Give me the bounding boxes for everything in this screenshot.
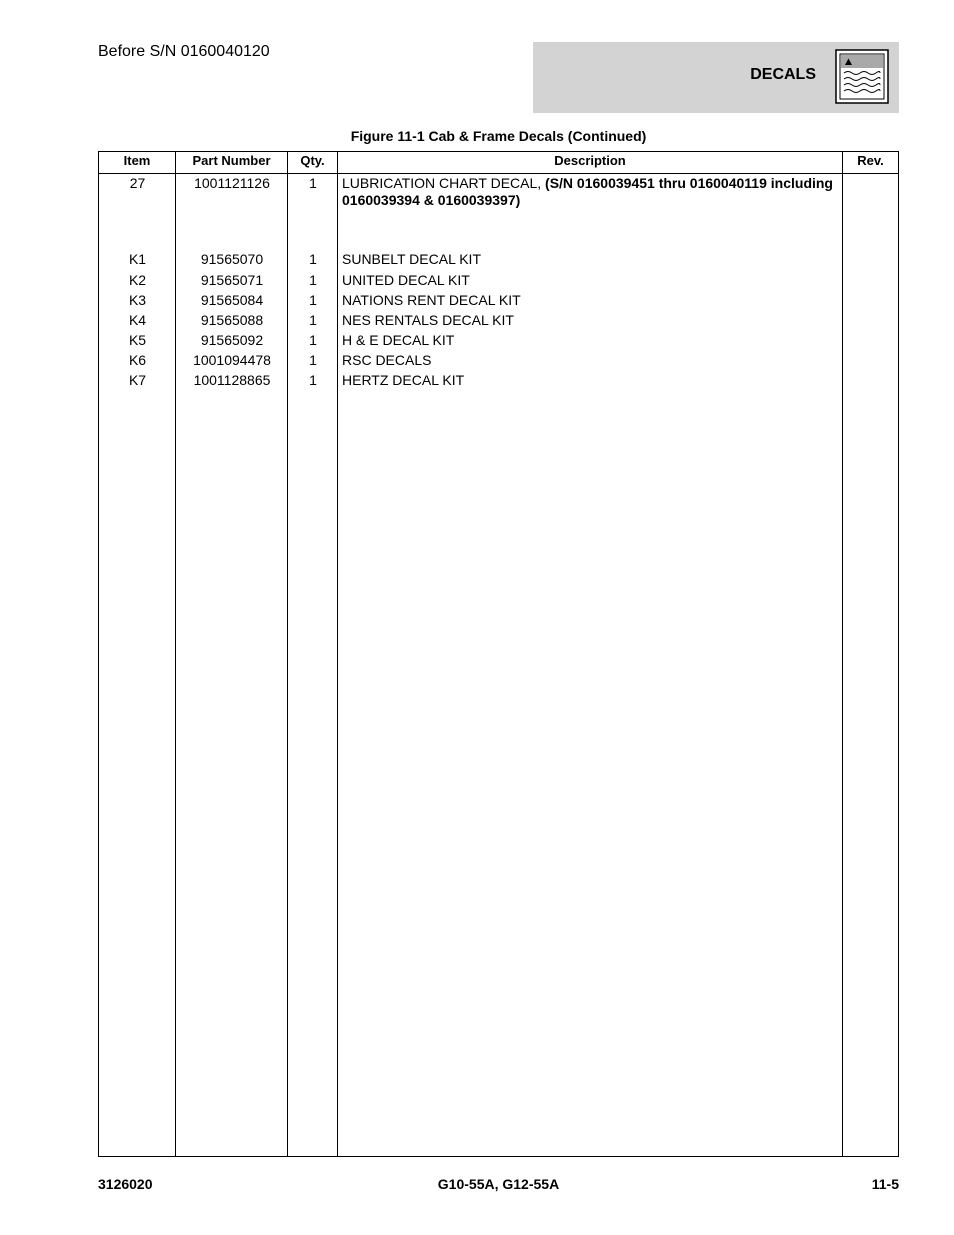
row-description: NES RENTALS DECAL KIT [342,312,514,328]
row-part-number: 91565084 [200,292,264,308]
row-description: H & E DECAL KIT [342,332,455,348]
row-description: RSC DECALS [342,352,432,368]
parts-table [98,151,899,1157]
row-item: K6 [128,352,147,368]
row-item: K7 [128,372,147,388]
row-qty: 1 [309,372,317,388]
row-part-number: 91565070 [200,251,264,267]
row-item: K2 [128,272,147,288]
row-part-number: 1001128865 [193,372,271,388]
section-tab [533,42,899,113]
row-item: 27 [129,175,146,191]
serial-range: Before S/N 0160040120 [98,43,270,60]
row-qty: 1 [309,312,317,328]
row-item: K1 [128,251,147,267]
column-header-qty: Qty. [300,153,325,168]
row-part-number: 91565071 [200,272,264,288]
section-title: DECALS [750,66,816,83]
row-description: SUNBELT DECAL KIT [342,251,482,267]
row-qty: 1 [309,175,317,191]
row-part-number: 91565088 [200,312,264,328]
figure-title: Figure 11-1 Cab & Frame Decals (Continued) [350,128,647,144]
page-number: 11-5 [871,1176,899,1192]
row-item: K4 [128,312,147,328]
row-description: HERTZ DECAL KIT [342,372,465,388]
doc-number: 3126020 [98,1176,153,1192]
row-qty: 1 [309,251,317,267]
column-header-description: Description [554,153,626,168]
row-qty: 1 [309,272,317,288]
row-qty: 1 [309,292,317,308]
row-item: K5 [128,332,147,348]
row-description: NATIONS RENT DECAL KIT [342,292,521,308]
row-description: UNITED DECAL KIT [342,272,470,288]
column-header-part-number: Part Number [192,153,271,168]
row-qty: 1 [309,332,317,348]
row-part-number: 1001121126 [194,175,270,191]
row-part-number: 91565092 [200,332,264,348]
row-description: LUBRICATION CHART DECAL, (S/N 0160039451 thru 0160040119 including 0160039394 & 0160039397) [342,175,833,208]
row-part-number: 1001094478 [193,352,271,368]
row-qty: 1 [309,352,317,368]
row-item: K3 [128,292,147,308]
model-names: G10-55A, G12-55A [437,1176,560,1192]
column-header-rev: Rev. [857,153,884,168]
manual-book-icon [835,49,889,104]
column-header-item: Item [123,153,151,168]
